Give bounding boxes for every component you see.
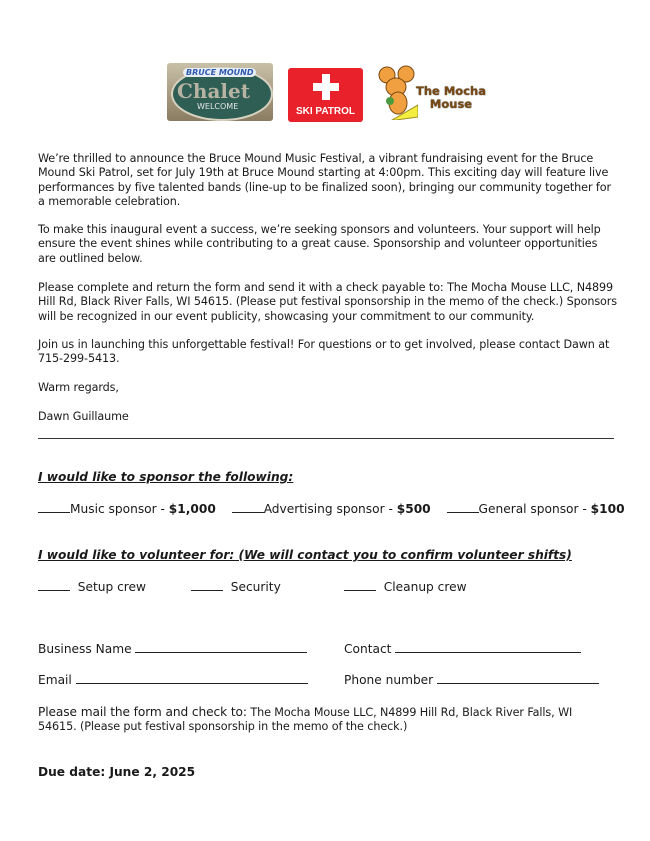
closing-text: Warm regards, bbox=[38, 381, 119, 394]
contact-field[interactable]: Contact bbox=[344, 641, 581, 656]
chalet-logo-line3: WELCOME bbox=[197, 102, 239, 111]
mocha-mouse-logo bbox=[376, 63, 488, 123]
email-field[interactable]: Email bbox=[38, 672, 308, 687]
volunteer-heading: I would like to volunteer for: (We will contact you to confirm volunteer shifts) bbox=[38, 548, 572, 562]
volunteer-option-security[interactable]: Security bbox=[191, 579, 281, 594]
instructions-paragraph: Please complete and return the form and send it with a check payable to: The Mocha Mouse LLC, N4899 Hill Rd, Black River Falls, WI 54615. (Please put festival sponsorship in the memo of the check.) Sponsors will be recognized in our event publicity, showcasing your commitment to our community. bbox=[38, 281, 618, 323]
signature-name: Dawn Guillaume bbox=[38, 410, 129, 423]
volunteer-option-cleanup[interactable]: Cleanup crew bbox=[344, 579, 467, 594]
business-name-field[interactable]: Business Name bbox=[38, 641, 307, 656]
intro-paragraph: We’re thrilled to announce the Bruce Mound Music Festival, a vibrant fundraising event for the Bruce Mound Ski Patrol, set for July 19th at Bruce Mound starting at 4:00pm. This exciting day will feature live performances by five talented bands (line-up to be finalized soon), bringing our community together for a memorable celebration. bbox=[38, 152, 611, 209]
bruce-mound-chalet-logo bbox=[167, 63, 273, 121]
phone-field[interactable]: Phone number bbox=[344, 672, 599, 687]
chalet-logo-line1: BRUCE MOUND bbox=[183, 68, 256, 77]
chalet-logo-line2: Chalet bbox=[177, 79, 250, 103]
mocha-mouse-logo-text: The Mocha Mouse bbox=[416, 84, 486, 111]
sponsor-option-general[interactable]: General sponsor - $100 bbox=[447, 502, 625, 516]
sponsor-options bbox=[38, 501, 625, 516]
due-date: Due date: June 2, 2025 bbox=[38, 765, 196, 779]
sponsors-paragraph: To make this inaugural event a success, we’re seeking sponsors and volunteers. Your support will help ensure the event shines while contributing to a great cause. Sponsorship and volunteer opportunities are outlined below. bbox=[38, 223, 601, 265]
sponsor-heading: I would like to sponsor the following: bbox=[38, 470, 294, 484]
sponsor-option-advertising[interactable]: Advertising sponsor - $500 bbox=[232, 502, 431, 516]
contact-paragraph: Join us in launching this unforgettable festival! For questions or to get involved, please contact Dawn at 715-299-5413. bbox=[38, 338, 610, 366]
ski-patrol-logo bbox=[288, 68, 363, 122]
mail-instructions: Please mail the form and check to: The Mocha Mouse LLC, N4899 Hill Rd, Black River Falls, WI 54615. (Please put festival sponsorship in the memo of the check.) bbox=[38, 705, 573, 734]
divider bbox=[38, 438, 614, 439]
mouse-icon bbox=[378, 65, 418, 120]
volunteer-option-setup[interactable]: Setup crew bbox=[38, 579, 146, 594]
ski-patrol-logo-text: SKI PATROL bbox=[295, 106, 356, 117]
sponsor-option-music[interactable]: Music sponsor - $1,000 bbox=[38, 502, 216, 516]
cross-icon bbox=[313, 74, 339, 100]
